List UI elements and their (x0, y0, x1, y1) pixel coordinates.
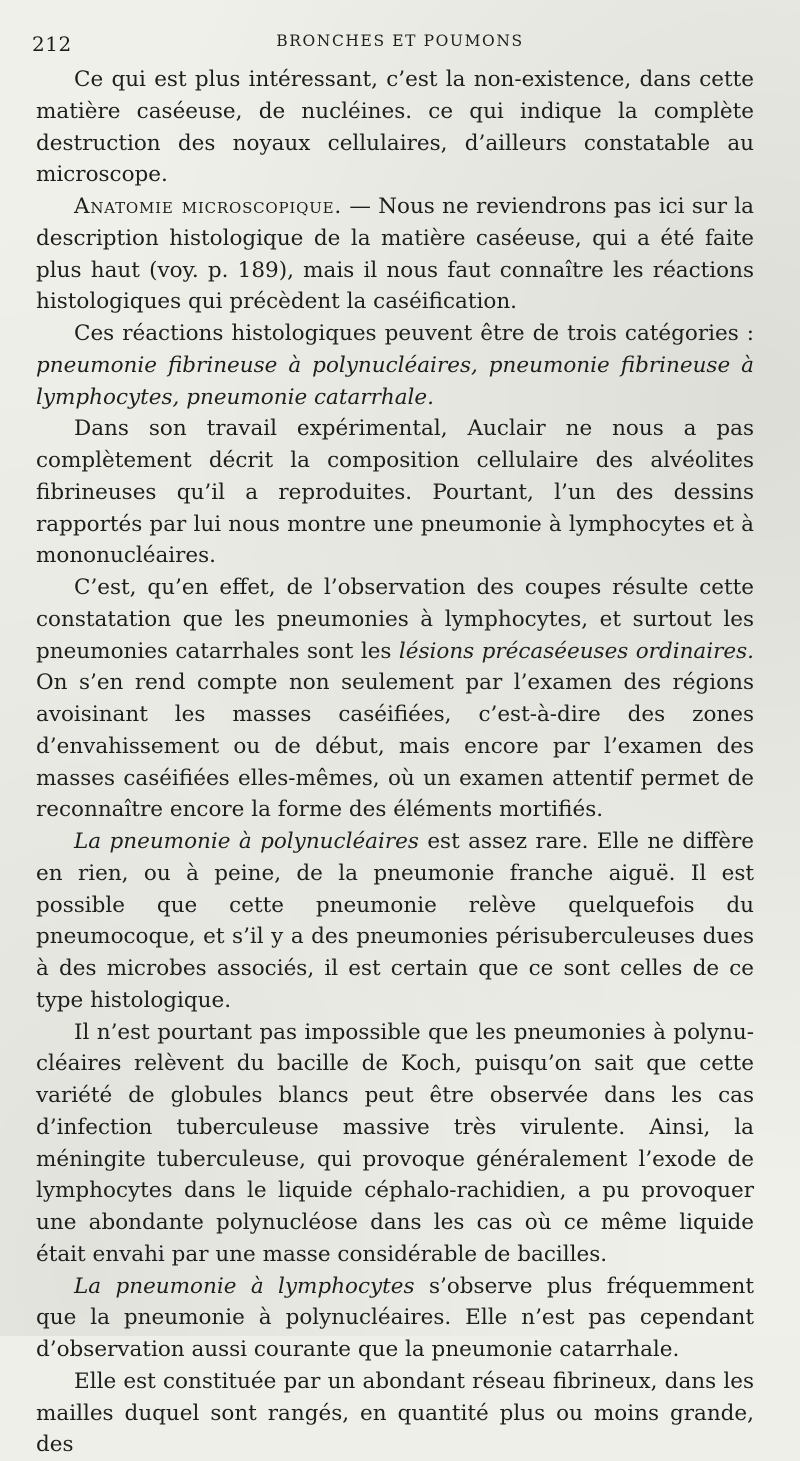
paragraph-text: Dans son travail expérimental, Auclair ne nous a pas complètement décrit la composition cellulaire des alvéolites fibrineuses qu’il a reproduites. Pourtant, l’un des dessins rapportés par lui nous montre une pneumonie à lymphocytes et à mononucléaires. (36, 416, 754, 569)
paragraph-6 (36, 826, 754, 1017)
paragraph-text: s’observe plus fréquemment que la pneumonie à polynucléaires. Elle n’est pas cependant d’observation aussi courante que la pneumonie catarrhale. (36, 1273, 754, 1362)
paragraph-5 (36, 572, 754, 826)
paragraph-text: Elle est constituée par un abondant réseau fibrineux, dans les mailles duquel sont rangés, en quantité plus ou moins grande, des (36, 1368, 754, 1458)
italic-phrase: lésions précaséeuses ordinaires. (398, 638, 754, 664)
paragraph-1 (36, 64, 754, 191)
italic-phrase: La pneumonie à polynucléaires (74, 829, 419, 854)
paragraph-2 (36, 191, 754, 318)
paragraph-8 (36, 1271, 754, 1366)
paragraph-3 (36, 318, 754, 413)
paragraph-text: — Nous ne reviendrons pas ici sur la description histologique de la matière caséeuse, qui a été faite plus haut (voy. p. 189), mais il nous faut connaître les réactions histologiques qui précèdent la caséification. (36, 194, 754, 315)
paragraph-7 (36, 1017, 754, 1271)
page-number: 212 (32, 32, 72, 56)
paragraph-text: est assez rare. Elle ne diffère en rien, ou à peine, de la pneumonie franche aiguë. Il est possible que cette pneumonie relève quelquefois du pneumocoque, et s’il y a des pneumonies périsuberculeuses dues à des microbes associés, il est certain que ce sont celles de ce type histologique. (36, 829, 755, 1013)
paragraph-9 (36, 1366, 754, 1461)
paragraph-text: Ces réactions histologiques peuvent être de trois catégories : (74, 321, 754, 346)
paragraph-text: Il n’est pourtant pas impossible que les pneumonies à polynucléaires relèvent du bacille de Koch, puisqu’on sait que cette variété de globules blancs peut être observée dans les cas d’infection tuberculeuse massive très virulente. Ainsi, la méningite tuberculeuse, qui provoque généralement l’exode de lymphocytes dans le liquide céphalo-rachidien, a pu provoquer une abondante polynucléose dans les cas où ce même liquide était envahi par une masse considérable de bacilles. (36, 1019, 754, 1267)
paragraph-4 (36, 413, 754, 572)
body-text (36, 64, 754, 1461)
paragraph-text: Ce qui est plus intéressant, c’est la non-existence, dans cette matière caséeuse, de nucléines. ce qui indique la complète destruction des noyaux cellulaires, d’ailleurs constatable au microscope. (36, 67, 754, 188)
running-title: BRONCHES ET POUMONS (276, 32, 524, 50)
paragraph-text: On s’en rend compte non seulement par l’examen des régions avoisinant les masses caséifiées, c’est-à-dire des zones d’envahissement ou de début, mais encore par l’examen des masses caséifiées elles-mêmes, où un examen attentif permet de reconnaître encore la forme des éléments mortifiés. (36, 670, 754, 823)
paragraph-text: C’est, qu’en effet, de l’observation des coupes résulte cette constatation que les pneumonies à lymphocytes, et surtout les pneumonies catarrhales sont les (36, 575, 754, 664)
section-heading-anatomie: Anatomie microscopique. (74, 194, 343, 219)
page-header (0, 30, 800, 58)
italic-phrase: La pneumonie à lymphocytes (74, 1273, 415, 1299)
italic-phrase: pneumonie fibrineuse à polynucléaires, pneumonie fibrineuse à lymphocytes, pneumonie catarrhale. (36, 352, 754, 410)
